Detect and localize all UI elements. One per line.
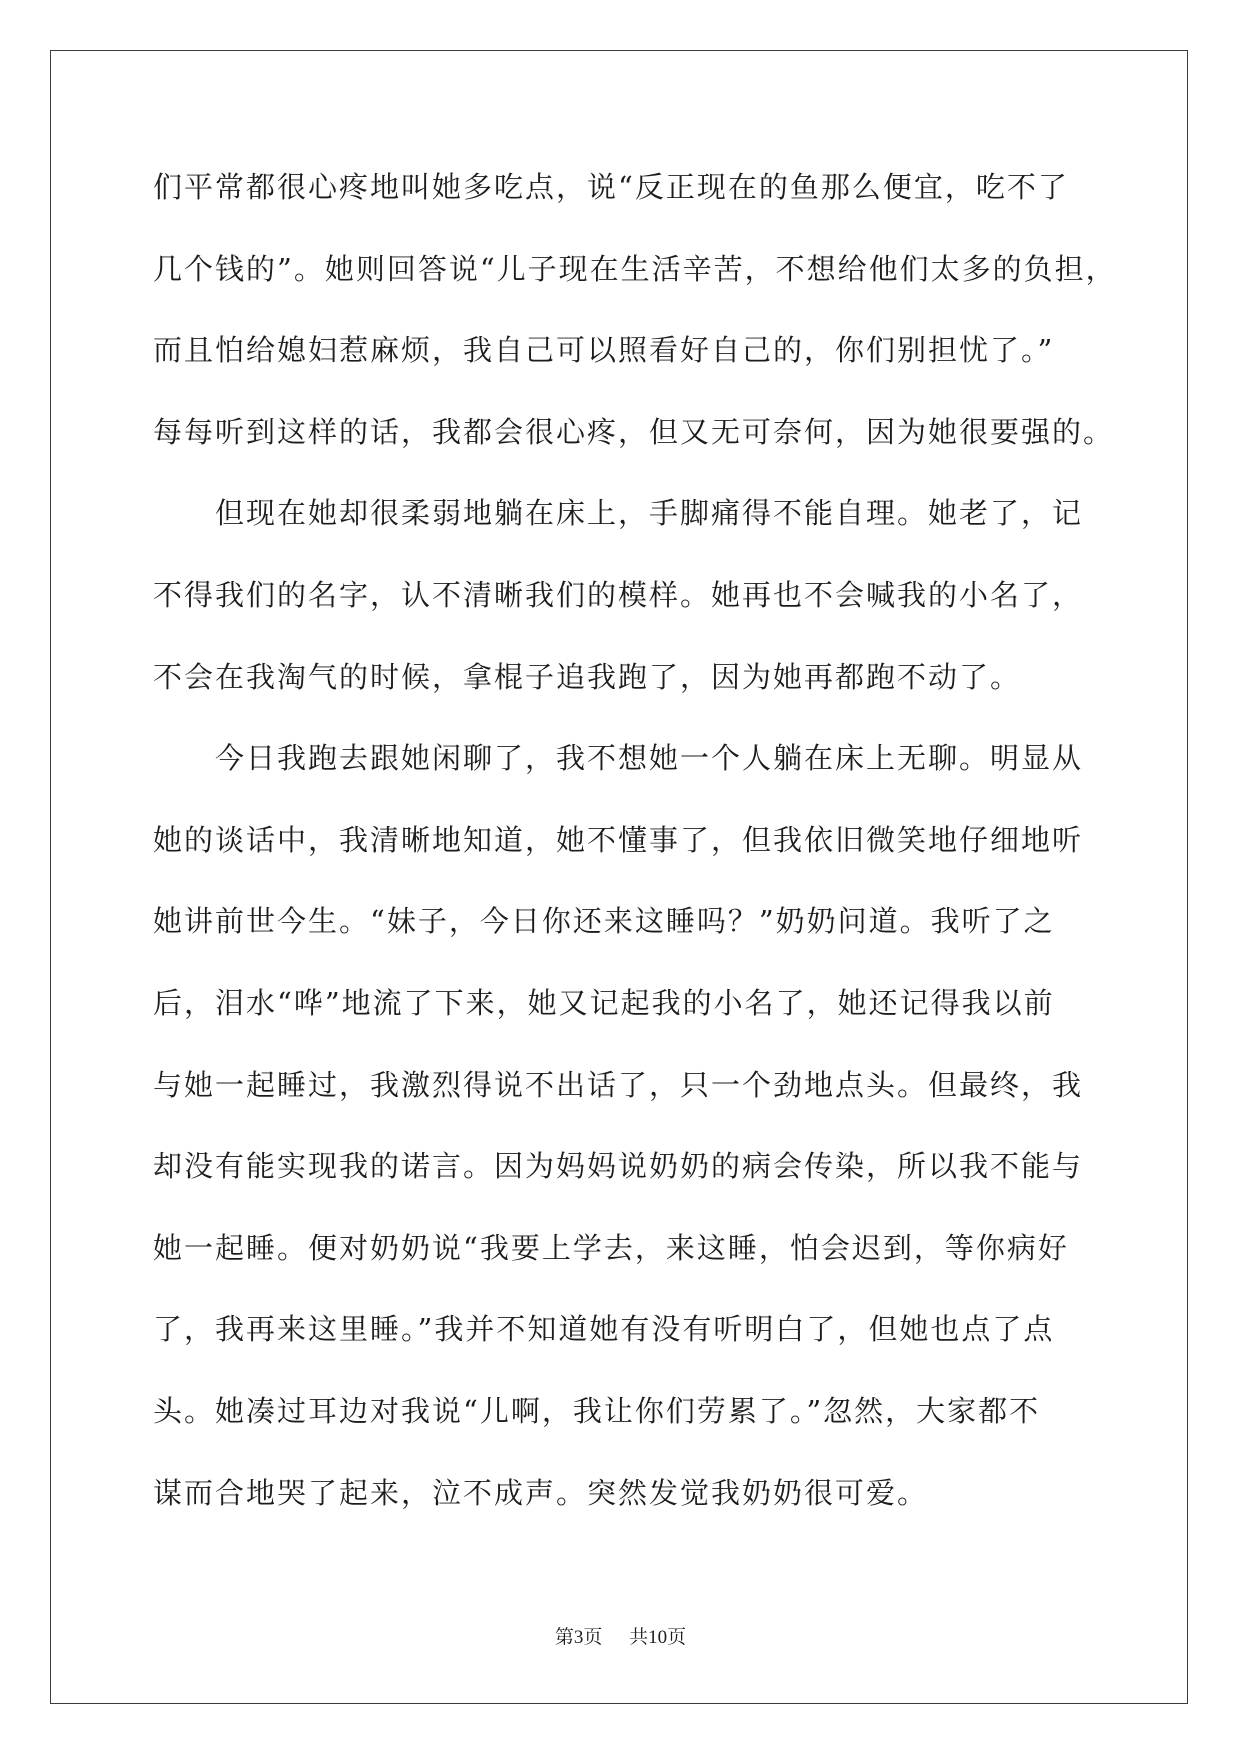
page-number: 第3页 (554, 1627, 603, 1648)
text-line: 了，我再来这里睡。”我并不知道她有没有听明白了，但她也点了点 (153, 1312, 1055, 1347)
page-footer (0, 1626, 1241, 1650)
text-line: 她一起睡。便对奶奶说“我要上学去，来这睡，怕会迟到，等你病好 (153, 1230, 1069, 1265)
paragraph (153, 473, 1163, 718)
text-line: 她讲前世今生。“妹子，今日你还来这睡吗？”奶奶问道。我听了之 (153, 904, 1055, 939)
text-line: 她的谈话中，我清晰地知道，她不懂事了，但我依旧微笑地仔细地听 (153, 822, 1084, 857)
text-line: 却没有能实现我的诺言。因为妈妈说奶奶的病会传染，所以我不能与 (153, 1149, 1084, 1184)
text-line: 不得我们的名字，认不清晰我们的模样。她再也不会喊我的小名了， (153, 577, 1084, 612)
paragraph (153, 147, 1163, 473)
text-line: 而且怕给媳妇惹麻烦，我自己可以照看好自己的，你们别担忧了。” (153, 333, 1055, 368)
text-line: 几个钱的”。她则回答说“儿子现在生活辛苦，不想给他们太多的负担， (153, 251, 1117, 286)
text-line: 头。她凑过耳边对我说“儿啊，我让你们劳累了。”忽然，大家都不 (153, 1393, 1041, 1428)
document-body (153, 147, 1163, 1534)
text-line: 今日我跑去跟她闲聊了，我不想她一个人躺在床上无聊。明显从 (215, 741, 1084, 776)
text-line: 但现在她却很柔弱地躺在床上，手脚痛得不能自理。她老了，记 (215, 496, 1084, 531)
text-line: 后，泪水“哗”地流了下来，她又记起我的小名了，她还记得我以前 (153, 985, 1055, 1020)
text-line: 不会在我淘气的时候，拿棍子追我跑了，因为她再都跑不动了。 (153, 659, 1022, 694)
paragraph (153, 718, 1163, 1534)
text-line: 谋而合地哭了起来，泣不成声。突然发觉我奶奶很可爱。 (153, 1475, 929, 1510)
text-line: 每每听到这样的话，我都会很心疼，但又无可奈何，因为她很要强的。 (153, 414, 1115, 449)
text-line: 与她一起睡过，我激烈得说不出话了，只一个劲地点头。但最终，我 (153, 1067, 1084, 1102)
text-line: 们平常都很心疼地叫她多吃点，说“反正现在的鱼那么便宜，吃不了 (153, 170, 1069, 204)
page-total: 共10页 (629, 1627, 687, 1648)
